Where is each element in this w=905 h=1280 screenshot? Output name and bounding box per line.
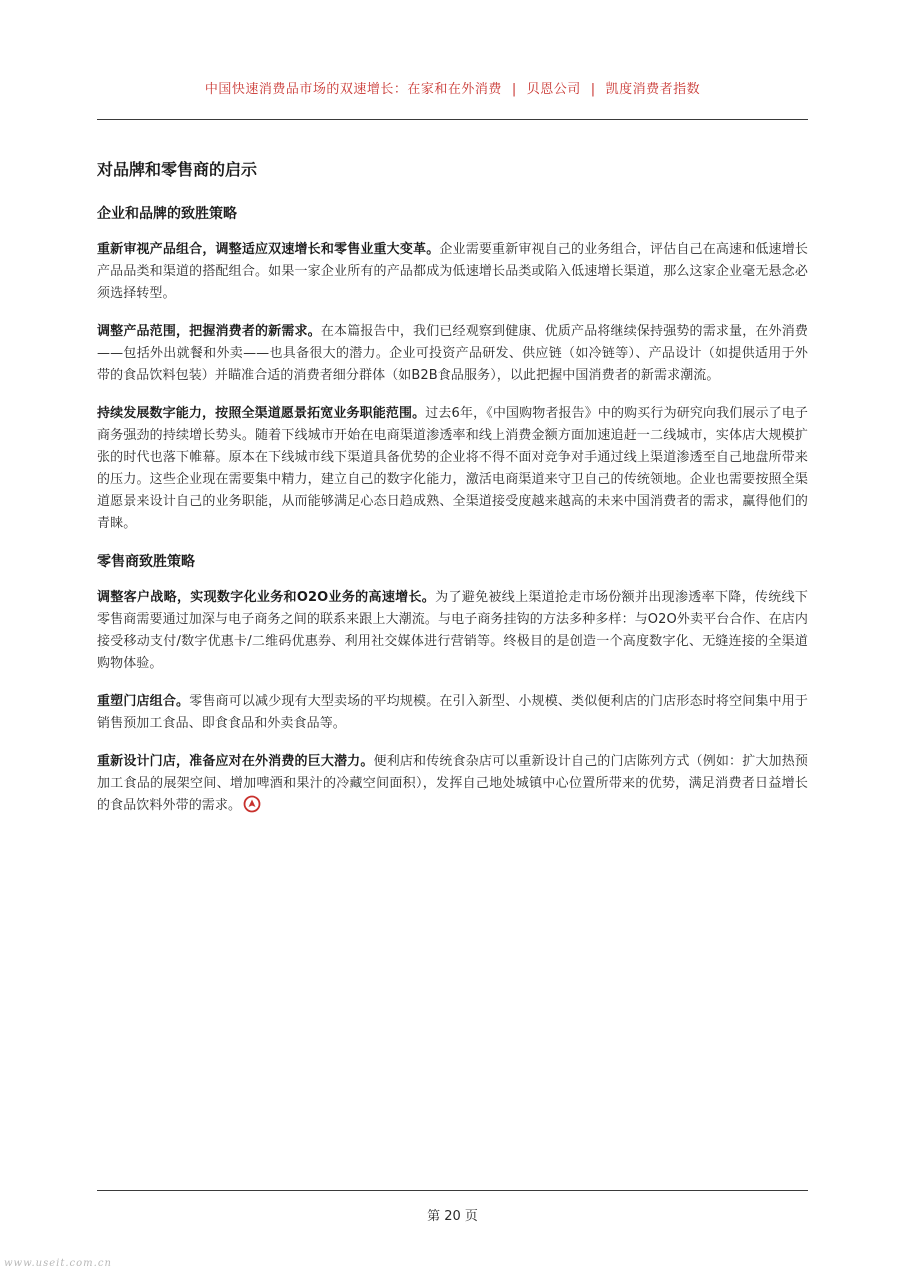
header-separator: | (590, 82, 596, 97)
header-index-name: 凯度消费者指数 (605, 82, 701, 97)
main-content (97, 158, 808, 833)
paragraph-lead: 重新审视产品组合，调整适应双速增长和零售业重大变革。 (97, 242, 440, 257)
paragraph-body: 企业需要重新审视自己的业务组合，评估自己在高速和低速增长产品品类和渠道的搭配组合。如果一家企业所有的产品都成为低速增长品类或陷入低速增长渠道，那么这家企业毫无悬念必须选择转型。 (97, 242, 808, 301)
paragraph-lead: 调整产品范围，把握消费者的新需求。 (97, 324, 321, 339)
paragraph-store-portfolio (97, 691, 808, 735)
header-company: 贝恩公司 (526, 82, 581, 97)
watermark: www.useit.com.cn (4, 1258, 112, 1269)
paragraph-store-redesign (97, 751, 808, 817)
paragraph-lead: 重塑门店组合。 (97, 694, 190, 709)
page-number: 第 20 页 (427, 1209, 478, 1224)
paragraph-body: 过去6年，《中国购物者报告》中的购买行为研究向我们展示了电子商务强劲的持续增长势头。随着下线城市开始在电商渠道渗透率和线上消费金额方面加速追赶一二线城市，实体店大规模扩张的时代也落下帷幕。原本在下线城市线下渠道具备优势的企业将不得不面对竞争对手通过线上渠道渗透至自己地盘所带来的压力。这些企业现在需要集中精力，建立自己的数字化能力，激活电商渠道来守卫自己的传统领地。企业也需要按照全渠道愿景来设计自己的业务职能，从而能够满足心态日趋成熟、全渠道接受度越来越高的未来中国消费者的需求，赢得他们的青睐。 (97, 406, 808, 531)
header-rule (97, 119, 808, 120)
header-separator: | (511, 82, 517, 97)
paragraph-portfolio (97, 239, 808, 305)
paragraph-lead: 重新设计门店，准备应对在外消费的巨大潜力。 (97, 754, 374, 769)
section-heading-retailers: 零售商致胜策略 (97, 554, 195, 570)
paragraph-body: 便利店和传统食杂店可以重新设计自己的门店陈列方式（例如：扩大加热预加工食品的展架空间、增加啤酒和果汁的冷藏空间面积），发挥自己地处城镇中心位置所带来的优势，满足消费者日益增长的食品饮料外带的需求。 (97, 754, 808, 813)
paragraph-body: 在本篇报告中，我们已经观察到健康、优质产品将继续保持强势的需求量，在外消费——包括外出就餐和外卖——也具备很大的潜力。企业可投资产品研发、供应链（如冷链等）、产品设计（如提供适用于外带的食品饮料包装）并瞄准合适的消费者细分群体（如B2B食品服务），以此把握中国消费者的新需求潮流。 (97, 324, 809, 383)
page-title: 对品牌和零售商的启示 (97, 160, 258, 179)
end-of-article-icon (243, 795, 261, 813)
paragraph-product-range (97, 321, 808, 387)
paragraph-digital (97, 403, 808, 535)
running-header (0, 78, 905, 97)
paragraph-body: 零售商可以减少现有大型卖场的平均规模。在引入新型、小规模、类似便利店的门店形态时将空间集中用于销售预加工食品、即食食品和外卖食品等。 (97, 694, 809, 731)
paragraph-lead: 持续发展数字能力，按照全渠道愿景拓宽业务职能范围。 (97, 406, 426, 421)
section-heading-brands: 企业和品牌的致胜策略 (97, 206, 237, 222)
paragraph-customer-strategy (97, 587, 808, 675)
paragraph-body: 为了避免被线上渠道抢走市场份额并出现渗透率下降，传统线下零售商需要通过加深与电子商务之间的联系来跟上大潮流。与电子商务挂钩的方法多种多样：与O2O外卖平台合作、在店内接受移动支付/数字优惠卡/二维码优惠券、利用社交媒体进行营销等。终极目的是创造一个高度数字化、无缝连接的全渠道购物体验。 (97, 590, 808, 671)
footer-rule (97, 1190, 808, 1191)
header-report-title: 中国快速消费品市场的双速增长：在家和在外消费 (204, 82, 502, 97)
paragraph-lead: 调整客户战略，实现数字化业务和O2O业务的高速增长。 (97, 590, 436, 605)
